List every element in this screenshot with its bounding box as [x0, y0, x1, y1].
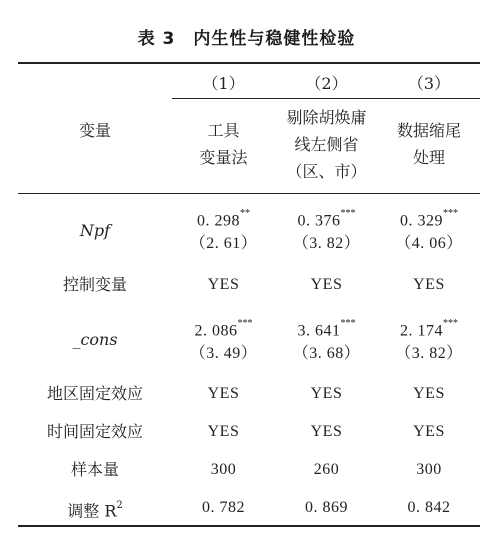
- npf-tstat-3: （4. 06）: [395, 235, 463, 252]
- row-label-sample-size: 样本量: [70, 460, 119, 479]
- sample-size-value-1: 300: [210, 461, 237, 478]
- time-fe-value-2: YES: [310, 423, 343, 440]
- npf-tstat-2: （3. 82）: [292, 235, 361, 252]
- col-name-3-line-2: 处理: [412, 148, 445, 167]
- region-fe-value-1: YES: [207, 385, 240, 402]
- controls-value-1: YES: [207, 276, 240, 293]
- sample-size-value-3: 300: [416, 461, 442, 478]
- cons-coef-1: 2. 086***: [194, 318, 253, 340]
- region-fe-value-3: YES: [413, 385, 445, 402]
- npf-coef-1: 0. 298**: [197, 208, 250, 230]
- col-number-3: （3）: [407, 74, 451, 93]
- col-number-1: （1）: [202, 74, 245, 93]
- stub-header: 变量: [78, 121, 111, 140]
- row-label-adj-r2: 调整 $R^2$: [67, 500, 123, 521]
- time-fe-value-3: YES: [413, 423, 445, 440]
- cons-tstat-2: （3. 68）: [292, 345, 361, 362]
- cons-stars-1: ***: [237, 318, 253, 329]
- col-name-1-line-2: 变量法: [199, 148, 248, 167]
- controls-value-2: YES: [310, 276, 343, 293]
- adj-r2-value-3: 0. 842: [407, 499, 451, 516]
- bottom-rule: [18, 525, 480, 527]
- npf-stars-2: ***: [340, 208, 356, 219]
- col-name-2-line-1: 剔除胡焕庸: [286, 108, 367, 127]
- table-title: 表 3 内生性与稳健性检验: [137, 29, 356, 49]
- col-name-2-line-2: 线左侧省: [294, 135, 359, 154]
- col-name-3: [378, 117, 480, 171]
- header-bottom-rule: [18, 193, 480, 194]
- cons-stars-2: ***: [340, 318, 356, 329]
- header-subrule: [172, 98, 480, 99]
- r2-superscript: 2: [116, 500, 123, 511]
- row-label-cons: _cons: [72, 330, 118, 349]
- time-fe-value-1: YES: [207, 423, 240, 440]
- col-name-2-line-3: （区、市）: [286, 162, 367, 181]
- npf-coef-2: 0. 376***: [297, 208, 356, 230]
- col-name-1-line-1: 工具: [207, 121, 240, 140]
- cons-tstat-1: （3. 49）: [189, 345, 258, 362]
- cons-stars-3: ***: [443, 318, 458, 329]
- controls-value-3: YES: [413, 276, 445, 293]
- cons-coef-2: 3. 641***: [297, 318, 356, 340]
- col-name-1: [172, 117, 275, 171]
- row-label-npf: Npf: [79, 221, 111, 240]
- top-rule: [18, 62, 480, 64]
- sample-size-value-2: 260: [313, 461, 340, 478]
- adj-r2-value-2: 0. 869: [305, 499, 348, 516]
- npf-tstat-1: （2. 61）: [189, 235, 258, 252]
- row-label-time-fe: 时间固定效应: [46, 422, 143, 441]
- npf-coef-3: 0. 329***: [400, 208, 458, 230]
- npf-stars-1: **: [240, 208, 250, 219]
- col-name-2: [275, 104, 378, 185]
- col-number-2: （2）: [305, 74, 348, 93]
- npf-stars-3: ***: [443, 208, 458, 219]
- row-label-controls: 控制变量: [62, 275, 127, 294]
- region-fe-value-2: YES: [310, 385, 343, 402]
- row-label-region-fe: 地区固定效应: [46, 384, 143, 403]
- cons-coef-3: 2. 174***: [400, 318, 458, 340]
- adj-r2-value-1: 0. 782: [202, 499, 245, 516]
- cons-tstat-3: （3. 82）: [395, 345, 463, 362]
- col-name-3-line-1: 数据缩尾: [396, 121, 461, 140]
